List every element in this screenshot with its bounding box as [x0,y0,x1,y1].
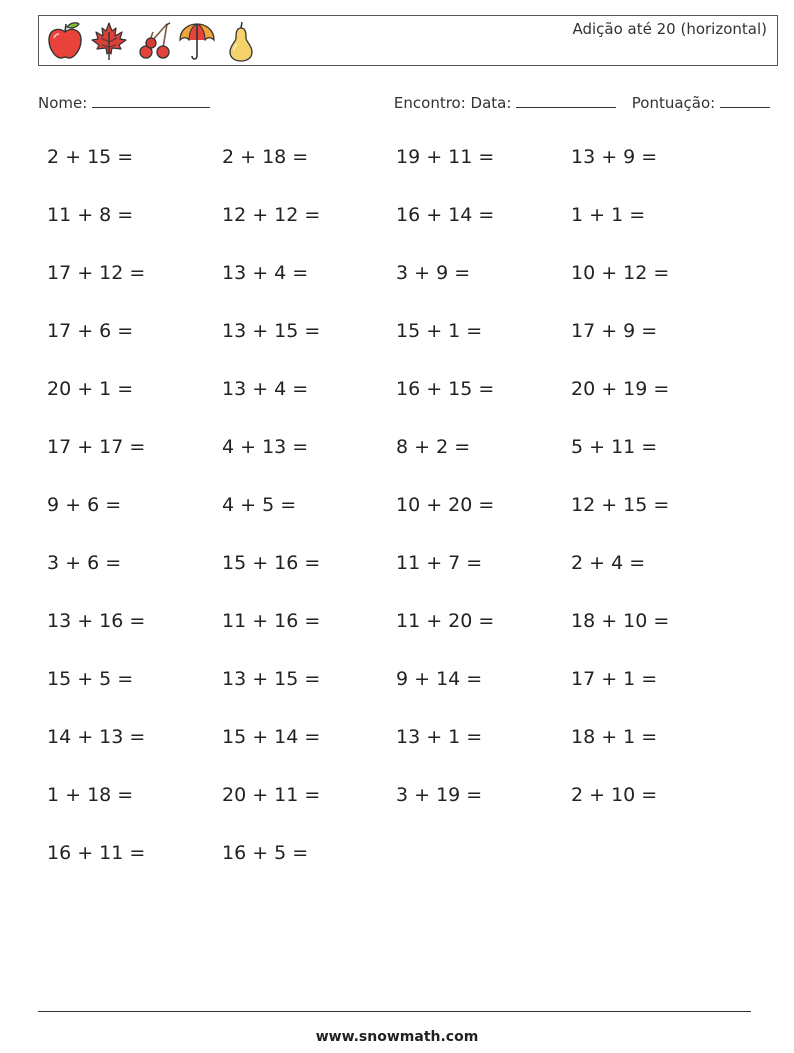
problem-item: 13 + 16 = [47,610,146,632]
problem-item: 4 + 5 = [222,494,297,516]
problem-item: 17 + 17 = [47,436,146,458]
problem-item: 13 + 4 = [222,378,309,400]
encounter-date-label: Encontro: Data: [393,94,512,112]
worksheet-title: Adição até 20 (horizontal) [572,20,767,38]
cherries-icon [133,20,173,62]
problem-item: 5 + 11 = [571,436,658,458]
problem-item: 9 + 14 = [396,668,483,690]
problem-item: 14 + 13 = [47,726,146,748]
problem-item: 1 + 1 = [571,204,646,226]
problem-item: 11 + 20 = [396,610,495,632]
problem-item: 16 + 15 = [396,378,495,400]
problem-item: 15 + 16 = [222,552,321,574]
problem-item: 3 + 6 = [47,552,122,574]
problem-item: 2 + 4 = [571,552,646,574]
problem-item: 10 + 12 = [571,262,670,284]
pear-icon [221,20,261,62]
problem-item: 3 + 9 = [396,262,471,284]
problem-item: 13 + 4 = [222,262,309,284]
problem-item: 17 + 9 = [571,320,658,342]
problem-item: 13 + 9 = [571,146,658,168]
problem-item: 4 + 13 = [222,436,309,458]
problem-item: 20 + 11 = [222,784,321,806]
problem-item: 11 + 8 = [47,204,134,226]
name-label: Nome: [38,94,88,112]
problem-item: 12 + 12 = [222,204,321,226]
date-blank[interactable] [516,93,616,108]
problem-item: 15 + 1 = [396,320,483,342]
problem-item: 20 + 19 = [571,378,670,400]
problem-item: 19 + 11 = [396,146,495,168]
problem-item: 13 + 1 = [396,726,483,748]
name-field[interactable] [38,93,210,112]
problem-item: 18 + 10 = [571,610,670,632]
problem-item: 17 + 12 = [47,262,146,284]
problem-item: 10 + 20 = [396,494,495,516]
worksheet-header [38,15,778,66]
problem-item: 9 + 6 = [47,494,122,516]
problem-item: 13 + 15 = [222,668,321,690]
problem-item: 15 + 14 = [222,726,321,748]
problem-item: 12 + 15 = [571,494,670,516]
footer-url: www.snowmath.com [315,1029,479,1045]
score-label: Pontuação: [631,94,716,112]
problem-item: 16 + 14 = [396,204,495,226]
problem-item: 15 + 5 = [47,668,134,690]
problem-item: 17 + 6 = [47,320,134,342]
problem-item: 8 + 2 = [396,436,471,458]
icon-strip [45,20,261,62]
footer-divider [38,1011,751,1012]
problem-item: 18 + 1 = [571,726,658,748]
problem-item: 11 + 7 = [396,552,483,574]
maple-leaf-icon [89,20,129,62]
date-score-fields [394,93,770,112]
apple-icon [45,20,85,62]
name-blank[interactable] [92,93,210,108]
problem-item: 2 + 10 = [571,784,658,806]
problem-item: 16 + 11 = [47,842,146,864]
problem-item: 2 + 18 = [222,146,309,168]
problem-item: 13 + 15 = [222,320,321,342]
umbrella-icon [177,20,217,62]
student-info-row [38,93,770,115]
problem-item: 2 + 15 = [47,146,134,168]
problem-item: 16 + 5 = [222,842,309,864]
problem-item: 3 + 19 = [396,784,483,806]
problem-item: 1 + 18 = [47,784,134,806]
problem-item: 17 + 1 = [571,668,658,690]
problem-item: 20 + 1 = [47,378,134,400]
problem-item: 11 + 16 = [222,610,321,632]
score-blank[interactable] [720,93,770,108]
